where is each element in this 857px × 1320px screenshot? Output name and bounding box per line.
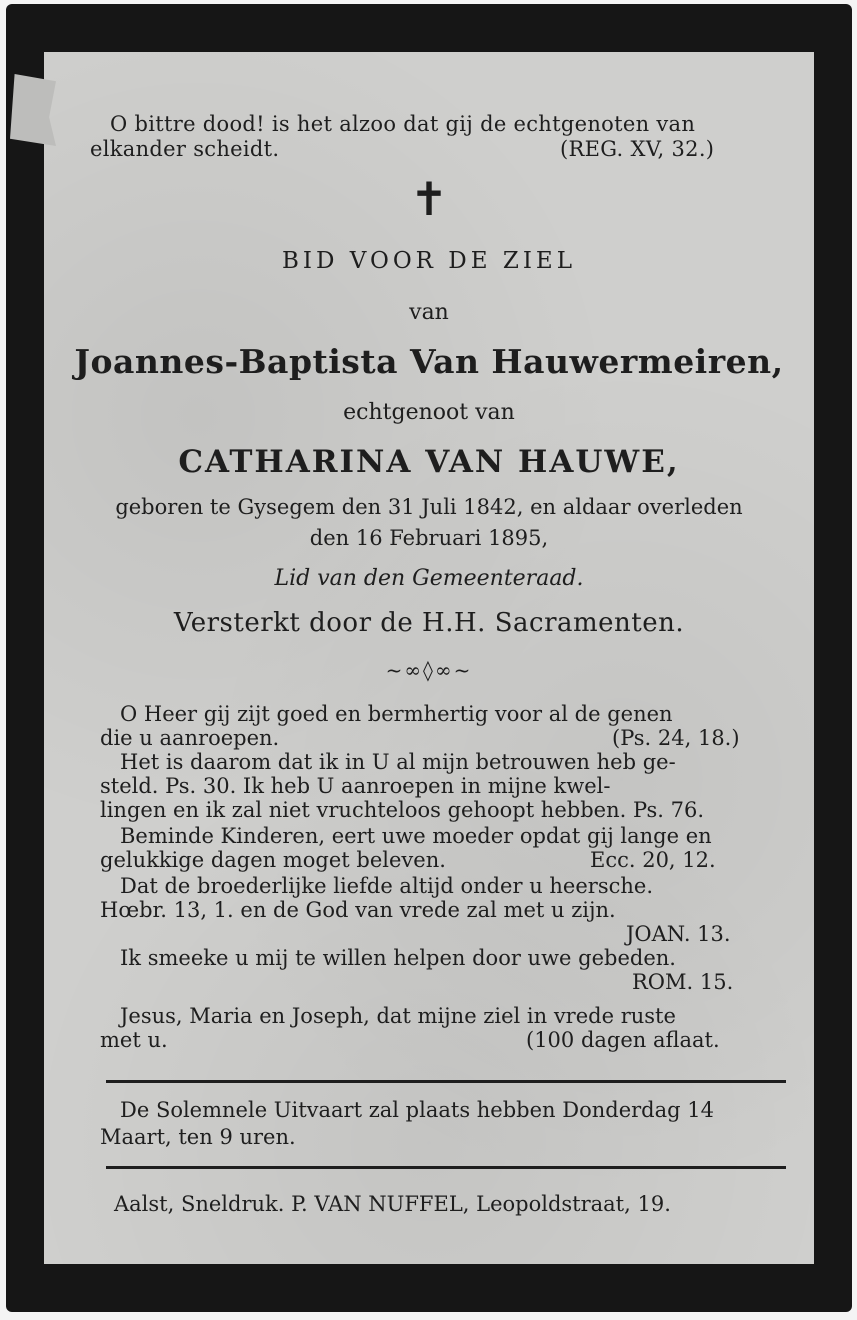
verse-line: Beminde Kinderen, eert uwe moeder opdat gij lange en xyxy=(120,824,712,848)
verse-line: steld. Ps. 30. Ik heb U aanroepen in mijne kwel- xyxy=(100,774,611,798)
verse-line: O Heer gij zijt goed en bermhertig voor al de genen xyxy=(120,702,673,726)
verse-line: Het is daarom dat ik in U al mijn betrouwen heb ge- xyxy=(120,750,676,774)
verse-reference: JOAN. 13. xyxy=(626,922,731,946)
funeral-line-1: De Solemnele Uitvaart zal plaats hebben Donderdag 14 xyxy=(120,1098,714,1122)
divider-rule xyxy=(106,1080,786,1083)
verse-line: Ik smeeke u mij te willen helpen door uwe gebeden. xyxy=(120,946,676,970)
birth-death-line-2: den 16 Februari 1895, xyxy=(309,526,549,550)
epigraph-line-2: elkander scheidt. xyxy=(90,137,280,161)
deceased-name: Joannes-Baptista Van Hauwermeiren, xyxy=(74,342,784,381)
spouse-name: CATHARINA VAN HAUWE, xyxy=(178,444,680,480)
verse-reference: (Ps. 24, 18.) xyxy=(612,726,740,750)
verse-line: Hœbr. 13, 1. en de God van vrede zal met u zijn. xyxy=(100,898,616,922)
funeral-line-2: Maart, ten 9 uren. xyxy=(100,1125,296,1149)
council-title: Lid van den Gemeenteraad. xyxy=(274,566,584,591)
divider-rule xyxy=(106,1166,786,1169)
ornament-divider: ~∞◊∞~ xyxy=(385,658,473,682)
verse-reference: (100 dagen aflaat. xyxy=(526,1028,720,1052)
cross-icon: ✝ xyxy=(409,172,449,226)
verse-line: Dat de broederlijke liefde altijd onder u heersche. xyxy=(120,874,653,898)
heading-pray-for-soul: BID VOOR DE ZIEL xyxy=(282,248,576,274)
printer-imprint: Aalst, Sneldruk. P. VAN NUFFEL, Leopoldstraat, 19. xyxy=(114,1192,671,1216)
van-label: van xyxy=(409,300,449,325)
verse-line: met u. xyxy=(100,1028,168,1052)
torn-corner xyxy=(10,74,56,146)
epigraph-reference: (REG. XV, 32.) xyxy=(560,137,715,161)
sacraments-line: Versterkt door de H.H. Sacramenten. xyxy=(173,608,685,638)
verse-line: Jesus, Maria en Joseph, dat mijne ziel in vrede ruste xyxy=(120,1004,676,1028)
verse-line: gelukkige dagen moget beleven. xyxy=(100,848,446,872)
verse-line: die u aanroepen. xyxy=(100,726,280,750)
verse-line: lingen en ik zal niet vruchteloos gehoopt hebben. Ps. 76. xyxy=(100,798,705,822)
birth-death-line-1: geboren te Gysegem den 31 Juli 1842, en aldaar overleden xyxy=(115,495,743,519)
card-paper xyxy=(44,52,814,1264)
verse-reference: ROM. 15. xyxy=(632,970,734,994)
verse-reference: Ecc. 20, 12. xyxy=(590,848,716,872)
memorial-card xyxy=(6,4,852,1312)
epigraph-line-1: O bittre dood! is het alzoo dat gij de echtgenoten van xyxy=(110,112,696,136)
spouse-intro: echtgenoot van xyxy=(343,400,515,425)
